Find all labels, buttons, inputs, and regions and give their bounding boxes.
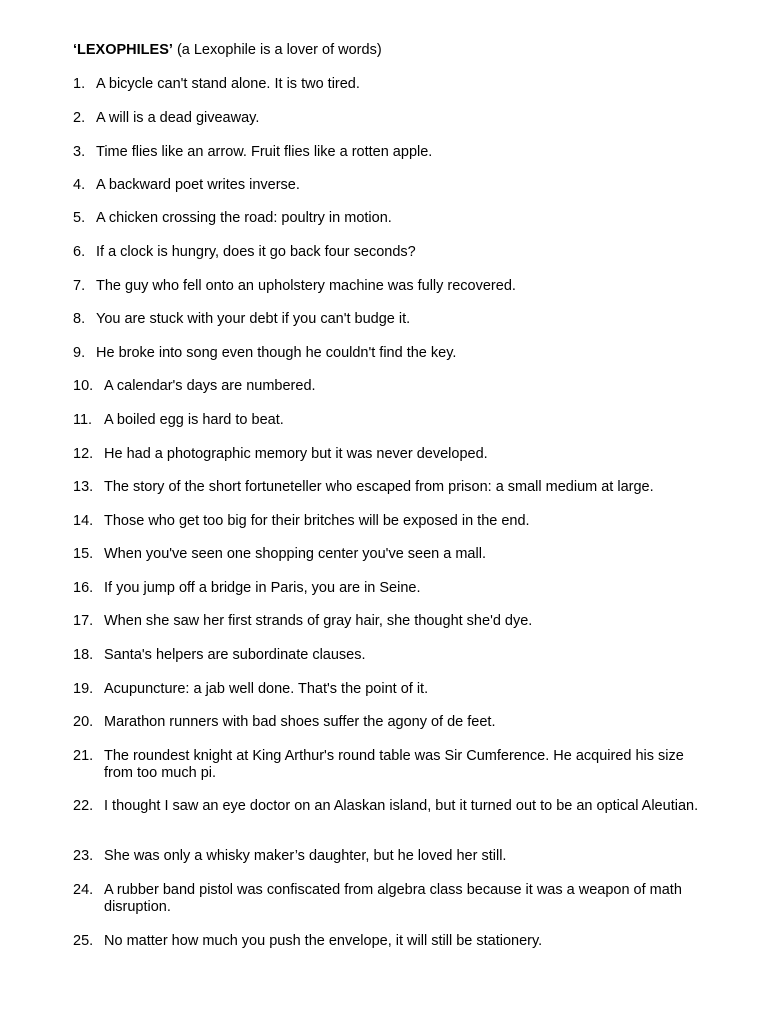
item-number: 15.	[73, 546, 94, 562]
item-text: A will is a dead giveaway.	[96, 110, 260, 126]
item-number: 19.	[73, 681, 94, 697]
page-title	[73, 42, 382, 59]
item-text: A backward poet writes inverse.	[96, 177, 300, 193]
title-definition: (a Lexophile is a lover of words)	[172, 42, 382, 58]
list-item	[73, 882, 713, 916]
list-item	[73, 412, 713, 429]
list-item	[73, 144, 713, 161]
title-term: ‘LEXOPHILES’	[73, 42, 173, 58]
list-item	[73, 76, 713, 93]
item-text: You are stuck with your debt if you can't budge it.	[96, 311, 411, 327]
list-item	[73, 714, 713, 731]
list-item	[73, 479, 713, 496]
item-text: The roundest knight at King Arthur's round table was Sir Cumference. He acquired his size from too much pi.	[104, 748, 684, 781]
item-text: A bicycle can't stand alone. It is two tired.	[96, 76, 360, 92]
list-item	[73, 848, 713, 865]
item-text: The story of the short fortuneteller who escaped from prison: a small medium at large.	[104, 479, 654, 495]
list-item	[73, 513, 713, 530]
item-number: 13.	[73, 479, 94, 495]
item-number: 5.	[73, 210, 86, 226]
list-item	[73, 446, 713, 463]
item-text: She was only a whisky maker’s daughter, but he loved her still.	[104, 848, 507, 864]
item-number: 21.	[73, 748, 94, 764]
item-text: A boiled egg is hard to beat.	[104, 412, 284, 428]
list-item	[73, 580, 713, 597]
item-number: 16.	[73, 580, 94, 596]
item-text: If a clock is hungry, does it go back four seconds?	[96, 244, 416, 260]
item-number: 12.	[73, 446, 94, 462]
item-number: 14.	[73, 513, 94, 529]
item-text: He had a photographic memory but it was never developed.	[104, 446, 488, 462]
item-number: 23.	[73, 848, 94, 864]
list-item	[73, 798, 713, 815]
item-text: Those who get too big for their britches will be exposed in the end.	[104, 513, 530, 529]
item-number: 18.	[73, 647, 94, 663]
item-number: 7.	[73, 278, 86, 294]
list-item	[73, 345, 713, 362]
item-number: 25.	[73, 933, 94, 949]
list-item	[73, 278, 713, 295]
item-text: When she saw her first strands of gray hair, she thought she'd dye.	[104, 613, 533, 629]
list-item	[73, 311, 713, 328]
list-item	[73, 110, 713, 127]
item-text: Santa's helpers are subordinate clauses.	[104, 647, 366, 663]
item-text: A chicken crossing the road: poultry in motion.	[96, 210, 392, 226]
item-number: 22.	[73, 798, 94, 814]
item-text: When you've seen one shopping center you've seen a mall.	[104, 546, 486, 562]
list-item	[73, 613, 713, 630]
list-item	[73, 244, 713, 261]
item-text: A calendar's days are numbered.	[104, 378, 316, 394]
item-text: I thought I saw an eye doctor on an Alaskan island, but it turned out to be an optical Aleutian.	[104, 798, 699, 814]
item-number: 24.	[73, 882, 94, 898]
list-item	[73, 546, 713, 563]
list-item	[73, 933, 713, 950]
item-text: Time flies like an arrow. Fruit flies like a rotten apple.	[96, 144, 433, 160]
item-number: 9.	[73, 345, 86, 361]
item-number: 17.	[73, 613, 94, 629]
list-item	[73, 748, 713, 782]
list-item	[73, 210, 713, 227]
item-text: Acupuncture: a jab well done. That's the point of it.	[104, 681, 429, 697]
list-item	[73, 378, 713, 395]
item-number: 10.	[73, 378, 94, 394]
item-text: If you jump off a bridge in Paris, you are in Seine.	[104, 580, 421, 596]
item-text: He broke into song even though he couldn't find the key.	[96, 345, 457, 361]
item-number: 2.	[73, 110, 86, 126]
item-text: The guy who fell onto an upholstery machine was fully recovered.	[96, 278, 516, 294]
item-number: 20.	[73, 714, 94, 730]
item-text: Marathon runners with bad shoes suffer the agony of de feet.	[104, 714, 496, 730]
item-number: 3.	[73, 144, 86, 160]
list-item	[73, 681, 713, 698]
item-number: 1.	[73, 76, 86, 92]
list-item	[73, 647, 713, 664]
item-number: 11.	[73, 412, 93, 428]
list-item	[73, 177, 713, 194]
item-text: A rubber band pistol was confiscated from algebra class because it was a weapon of math disruption.	[104, 882, 682, 915]
item-number: 4.	[73, 177, 86, 193]
item-number: 8.	[73, 311, 86, 327]
item-number: 6.	[73, 244, 86, 260]
item-text: No matter how much you push the envelope, it will still be stationery.	[104, 933, 543, 949]
